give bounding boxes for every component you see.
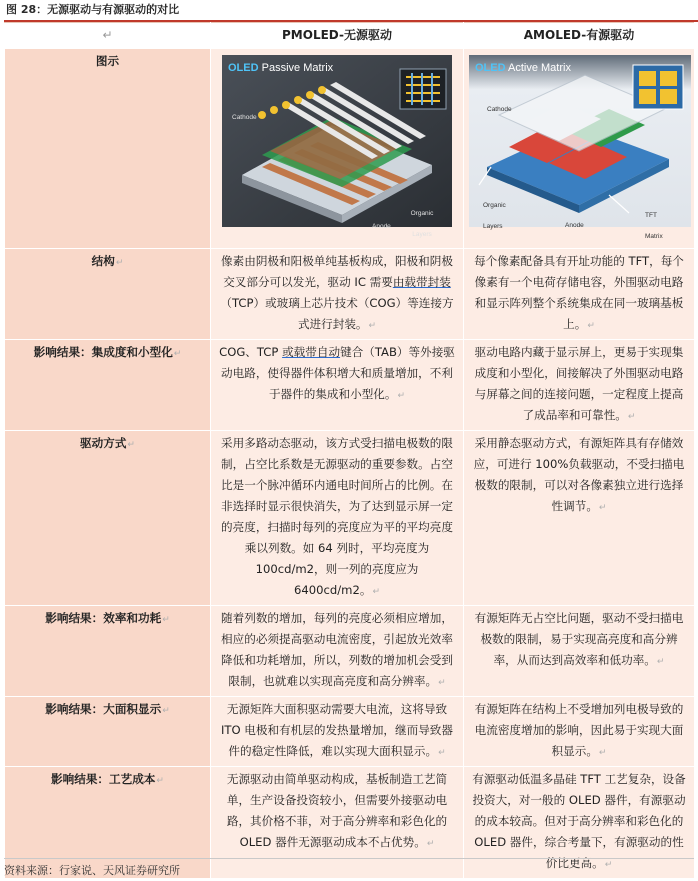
am-illustration-cell [464, 49, 695, 249]
pm-text: 无源驱动由简单驱动构成，基板制造工艺简单，生产设备投资较小，但需要外接驱动电路，其价格不菲，对于高分辨率和彩色化的 OLED 器件无源驱动成本不占优势。 [226, 772, 448, 849]
pm-text-post: （TCP）或玻璃上芯片技术（COG）等连接方式进行封装。 [220, 296, 454, 331]
return-mark: ↵ [372, 587, 380, 597]
pm-label-organic: Organic Layers [410, 210, 434, 238]
pm-image-brand: OLED [228, 62, 259, 74]
pm-underlined-text: 或载带自动 [282, 345, 341, 359]
pm-cell [211, 767, 464, 879]
pm-cell [211, 697, 464, 767]
am-text: 有源驱动低温多晶硅 TFT 工艺复杂，设备投资大，对一般的 OLED 器件，有源驱动的成本较高。但对于高分辨率和彩色化的 OLED 器件，综合考量下，有源驱动的性价比更高。 [472, 772, 686, 870]
am-cell [464, 431, 695, 606]
return-mark: ↵ [598, 748, 607, 758]
footer-divider [4, 858, 694, 859]
return-mark: ↵ [162, 706, 170, 716]
table-row [5, 249, 695, 340]
header-pmoled [211, 23, 464, 49]
row-label [5, 340, 211, 431]
source-note: 资料来源：行家说、天风证券研究所 [4, 864, 180, 877]
pm-text: 随着列数的增加，每列的亮度必须相应增加，相应的必须提高驱动电流密度，引起放光效率降低和功耗增加，所以，列数的增加机会受到限制，也就难以实现高亮度和高分辨率。 [221, 611, 453, 688]
row-label-text: 图示 [95, 54, 120, 68]
row-label-text: 影响结果：集成度和小型化 [33, 345, 173, 359]
am-label-anode: Anode [565, 222, 584, 229]
return-mark: ↵ [656, 657, 665, 667]
am-oled-diagram-image [469, 55, 691, 240]
row-label-text: 影响结果：工艺成本 [51, 772, 156, 786]
table-header-row [5, 23, 695, 49]
am-label-organic: Organic Layers [483, 202, 506, 230]
return-mark: ↵ [627, 412, 636, 422]
am-cell [464, 249, 695, 340]
return-mark: ↵ [115, 258, 124, 268]
am-text: 有源矩阵无占空比问题，驱动不受扫描电极数的限制，易于实现高亮度和高分辨率，从而达到高效率和低功率。 [474, 611, 684, 667]
return-mark: ↵ [162, 615, 170, 625]
comparison-table [4, 22, 695, 879]
pm-oled-diagram-image [222, 55, 452, 238]
row-label-text: 影响结果：大面积显示 [45, 702, 162, 716]
pm-underlined-text: 由载带封装 [392, 275, 451, 289]
return-mark: ↵ [127, 440, 135, 450]
header-pmoled-label: PMOLED-无源驱动 [282, 28, 392, 42]
pm-text: COG、TCP [219, 345, 283, 359]
pm-label-anode: Anode [372, 223, 391, 230]
pm-cell [211, 431, 464, 606]
table-row [5, 340, 695, 431]
return-mark: ↵ [173, 349, 182, 359]
am-cell [464, 697, 695, 767]
pm-text: 像素由阴极和阳极单纯基板构成，阳极和阴极交叉部分可以发光，驱动 IC 需要 [221, 254, 453, 289]
pm-label-cathode: Cathode [232, 114, 257, 121]
pm-cell [211, 606, 464, 697]
pm-image-title [228, 58, 333, 79]
row-label [5, 249, 211, 340]
return-mark: ↵ [438, 748, 446, 758]
am-image-title-rest: Active Matrix [505, 62, 571, 74]
header-amoled-label: AMOLED-有源驱动 [523, 28, 635, 42]
figure-title: 图 28：无源驱动与有源驱动的对比 [4, 2, 698, 22]
return-mark: ↵ [426, 839, 435, 849]
return-mark: ↵ [598, 503, 607, 513]
am-label-tft: TFT Matrix [645, 212, 663, 240]
pm-text: 无源矩阵大面积驱动需要大电流，这将导致 ITO 电极和有机层的发热量增加，继而导致器件的稳定性降低，难以实现大面积显示。 [220, 702, 453, 758]
row-label-illustration [5, 49, 211, 249]
pm-text: 采用多路动态驱动，该方式受扫描电极数的限制，占空比系数是无源驱动的重要参数。占空比是一个脉冲循环内通电时间所占的比例。在非选择时显示很快消失，为了达到显示屏一定的亮度，扫描时每列的亮度应为平的平均亮度乘以列数。如 64 列时，平均亮度为 100cd/m2，则一列的亮度应为 6400cd/m2。 [221, 436, 453, 597]
row-label [5, 606, 211, 697]
am-image-brand: OLED [475, 62, 506, 74]
am-image-title [475, 58, 571, 79]
return-mark: ↵ [438, 678, 446, 688]
row-label [5, 697, 211, 767]
pm-text-post: 键合（TAB）等外接驱动电路，使得器件体积增大和质量增加，不利于器件的集成和小型化。 [221, 345, 455, 401]
return-mark: ↵ [587, 321, 595, 331]
return-mark: ↵ [397, 391, 406, 401]
pm-cell [211, 340, 464, 431]
return-mark: ↵ [156, 776, 164, 786]
am-text: 有源矩阵在结构上不受增加列电极导致的电流密度增加的影响，因此易于实现大面积显示。 [474, 702, 684, 758]
table-row [5, 697, 695, 767]
header-amoled [464, 23, 695, 49]
table-row [5, 431, 695, 606]
am-cell [464, 340, 695, 431]
am-cell [464, 606, 695, 697]
table-row [5, 606, 695, 697]
pm-cell [211, 249, 464, 340]
am-text: 驱动电路内藏于显示屏上，更易于实现集成度和小型化，间接解决了外围驱动电路与屏幕之间的连接问题，一定程度上提高了成品率和可靠性。 [474, 345, 684, 422]
row-label-text: 驱动方式 [80, 436, 127, 450]
table-row-illustration [5, 49, 695, 249]
am-text: 采用静态驱动方式，有源矩阵具有存储效应，可进行 100%负载驱动，不受扫描电极数的限制，可以对各像素独立进行选择性调节。 [473, 436, 685, 513]
return-mark: ↵ [604, 860, 613, 870]
am-cell [464, 767, 695, 879]
header-col1: ↵ [5, 23, 211, 49]
row-label-text: 影响结果：效率和功耗 [45, 611, 162, 625]
pm-illustration-cell [211, 49, 464, 249]
return-mark: ↵ [368, 321, 377, 331]
am-text: 每个像素配备具有开址功能的 TFT，每个像素有一个电荷存储电容，外围驱动电路和显示阵列整个系统集成在同一玻璃基板上。 [474, 254, 684, 331]
row-label [5, 431, 211, 606]
pm-image-title-rest: Passive Matrix [258, 62, 334, 74]
am-label-cathode: Cathode [487, 106, 512, 113]
pm-oled-diagram-svg [222, 55, 452, 227]
row-label-text: 结构 [91, 254, 115, 268]
